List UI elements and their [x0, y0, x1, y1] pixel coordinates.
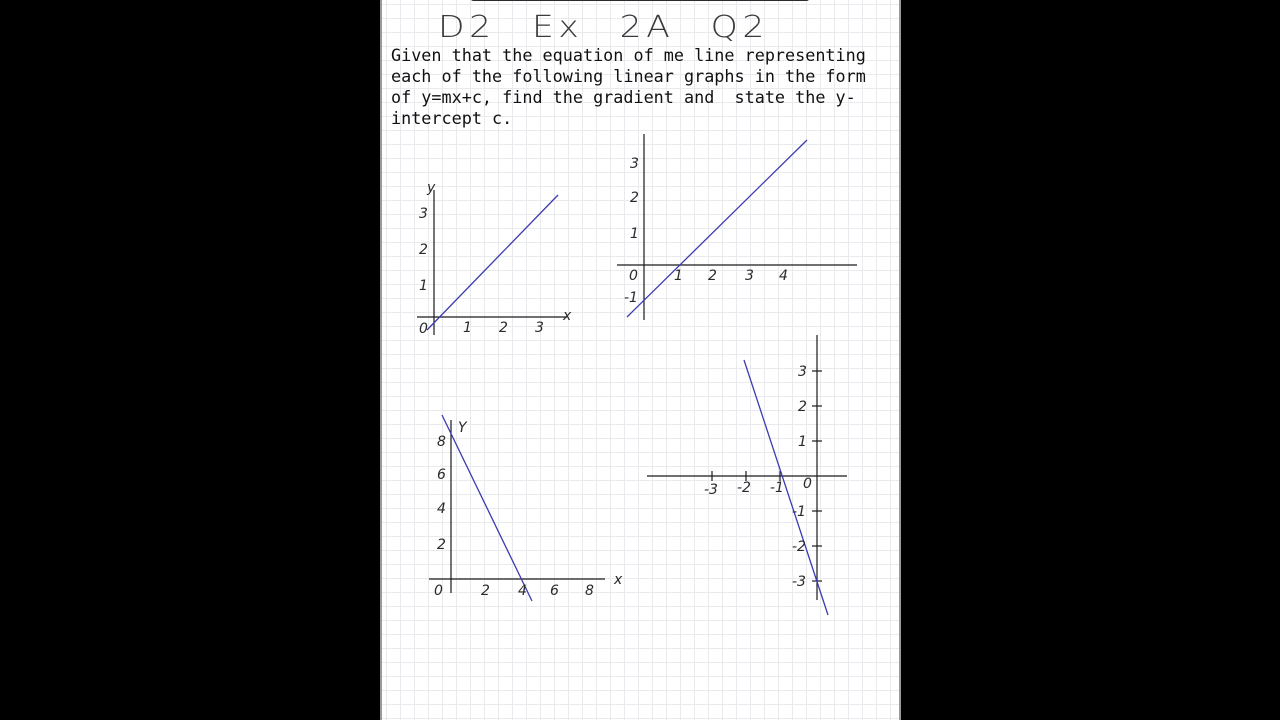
graph-3-x-tick: 8 — [585, 583, 594, 599]
graph-3-y-tick: 8 — [437, 434, 446, 450]
graph-4-y-tick: -2 — [792, 539, 806, 555]
graph-1-origin: 0 — [419, 321, 428, 337]
graph-2-y-tick: -1 — [624, 290, 638, 306]
question-line-2: each of the following linear graphs in the form — [391, 66, 866, 86]
notebook-page — [380, 0, 901, 720]
graph-1-x-label: x — [563, 308, 572, 324]
graph-4-y-tick: 3 — [798, 364, 807, 380]
graph-3-y-tick: 2 — [437, 537, 446, 553]
graph-3-x-tick: 6 — [550, 583, 559, 599]
graph-4 — [642, 335, 872, 620]
question-text — [391, 45, 891, 129]
graph-1 — [402, 170, 592, 350]
graph-3-x-tick: 4 — [518, 583, 527, 599]
graph-1-y-label: y — [427, 180, 436, 196]
graph-3-x-label: x — [614, 572, 623, 588]
graph-2-origin: 0 — [629, 268, 638, 284]
graph-3-y-label: Y — [458, 420, 467, 436]
graph-1-x-tick: 1 — [463, 320, 472, 336]
graph-2-y-tick: 3 — [630, 156, 639, 172]
graph-2-x-tick: 1 — [674, 268, 683, 284]
graph-1-y-tick: 3 — [419, 206, 428, 222]
graph-3-x-tick: 2 — [481, 583, 490, 599]
graph-2-y-tick: 2 — [630, 190, 639, 206]
graph-4-x-tick: -3 — [704, 482, 718, 498]
graph-4-y-tick: 2 — [798, 399, 807, 415]
graph-4-y-tick: -3 — [792, 574, 806, 590]
graph-3-origin: 0 — [434, 583, 443, 599]
graph-3-y-tick: 4 — [437, 501, 446, 517]
question-line-4: intercept c. — [391, 108, 513, 128]
top-bar — [470, 0, 810, 1]
graph-1-line — [427, 195, 558, 330]
graph-3 — [422, 405, 642, 605]
graph-2 — [612, 130, 862, 330]
page-title: D2 Ex 2A Q2 — [438, 10, 770, 45]
graph-3-line — [442, 415, 532, 601]
graph-4-x-tick: -1 — [770, 480, 784, 496]
graph-1-y-tick: 2 — [419, 242, 428, 258]
graph-2-y-tick: 1 — [630, 226, 639, 242]
graph-1-y-tick: 1 — [419, 278, 428, 294]
graph-4-line — [744, 360, 828, 615]
graph-1-x-tick: 3 — [535, 320, 544, 336]
question-line-3: of y=mx+c, find the gradient and state the y- — [391, 87, 856, 107]
graph-3-y-tick: 6 — [437, 467, 446, 483]
graph-4-x-tick: -2 — [737, 480, 751, 496]
graph-4-y-tick: -1 — [792, 504, 806, 520]
question-line-1: Given that the equation of me line representing — [391, 45, 866, 65]
graph-2-x-tick: 3 — [745, 268, 754, 284]
graph-2-x-tick: 2 — [708, 268, 717, 284]
graph-1-x-tick: 2 — [499, 320, 508, 336]
graph-2-x-tick: 4 — [779, 268, 788, 284]
graph-4-y-tick: 1 — [798, 434, 807, 450]
graph-2-line — [627, 140, 807, 317]
graph-4-origin: 0 — [803, 476, 812, 492]
